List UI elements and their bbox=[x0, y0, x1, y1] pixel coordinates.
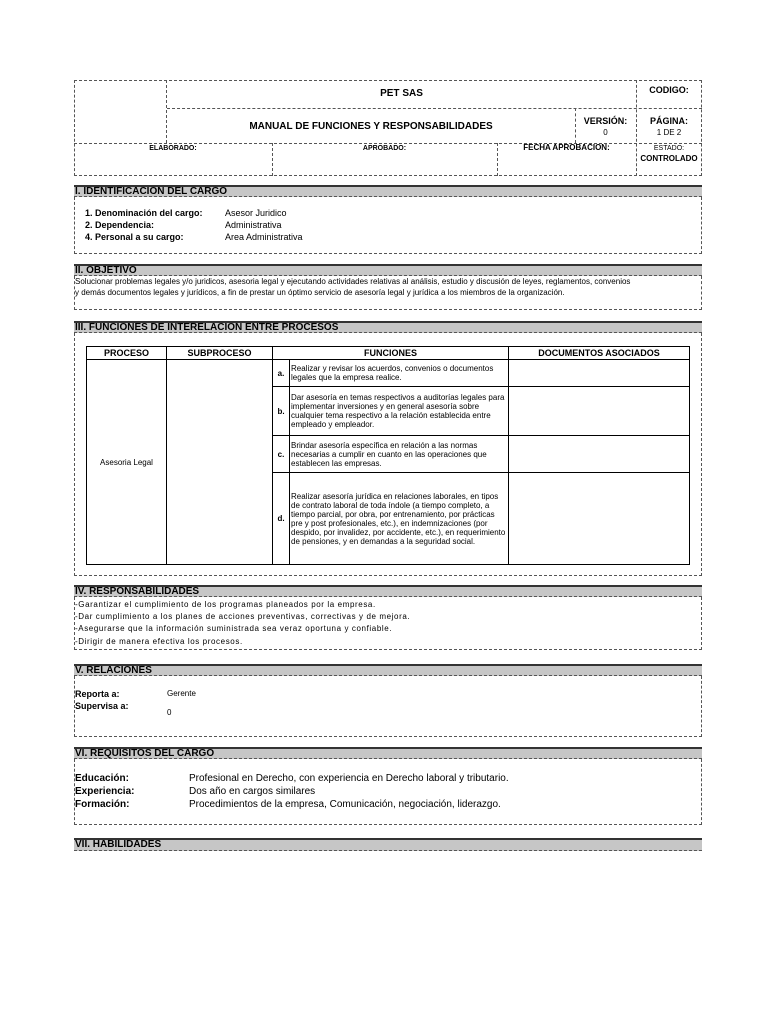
company-name: PET SAS bbox=[380, 88, 423, 99]
supervisa-label: Supervisa a: bbox=[75, 701, 129, 711]
section-relaciones-title: V. RELACIONES bbox=[74, 664, 702, 676]
section-objetivo-title: II. OBJETIVO bbox=[74, 264, 702, 276]
section-habilidades-title: VII. HABILIDADES bbox=[74, 838, 702, 851]
funcion-letter: d. bbox=[273, 473, 290, 565]
personal-label: 4. Personal a su cargo: bbox=[85, 232, 184, 242]
responsabilidad-item: -Garantizar el cumplimiento de los programas planeados por la empresa. bbox=[75, 600, 376, 609]
table-row bbox=[87, 360, 690, 387]
section-relaciones-body bbox=[74, 676, 702, 737]
header-divider-1 bbox=[167, 108, 702, 109]
funcion-letter: c. bbox=[273, 436, 290, 473]
documento-cell bbox=[509, 387, 690, 436]
pagina-label: PÁGINA: bbox=[650, 116, 688, 126]
version-label: VERSIÓN: bbox=[583, 116, 628, 126]
educacion-label: Educación: bbox=[75, 773, 129, 784]
section-funciones-title: III. FUNCIONES DE INTERELACION ENTRE PROCESOS bbox=[74, 321, 702, 333]
supervisa-value: 0 bbox=[167, 708, 172, 717]
funciones-table bbox=[86, 346, 690, 565]
objetivo-line-2: y demás documentos legales y jurídicos, a fin de prestar un óptimo servicio de asesoría legal y jurídica a los miembros de la organización. bbox=[75, 288, 565, 297]
logo-cell bbox=[74, 80, 167, 143]
funcion-text: Brindar asesoría específica en relación a las normas necesarias a cumplir en cuanto en las operaciones que establecen las empresas. bbox=[290, 436, 509, 473]
funcion-text: Realizar asesoría jurídica en relaciones laborales, en tipos de contrato laboral de toda índole (a tiempo completo, a tiempo parcial, por obra, por entrenamiento, por prácticas pre y post profesionales, etc.), en indemnizaciones (por despido, por invalidez, por accidente, etc.), en requerimiento de pensiones, y en demandas a la seguridad social. bbox=[290, 473, 509, 565]
table-header-row bbox=[87, 347, 690, 360]
personal-value: Area Administrativa bbox=[225, 232, 303, 242]
responsabilidad-item: -Dar cumplimiento a los planes de acciones preventivas, correctivas y de mejora. bbox=[75, 612, 411, 621]
fecha-aprobacion-label: FECHA APROBACION: bbox=[523, 143, 610, 152]
documento-cell bbox=[509, 436, 690, 473]
reporta-label: Reporta a: bbox=[75, 689, 120, 699]
section-requisitos-body bbox=[74, 759, 702, 825]
section-requisitos-title: VI. REQUISITOS DEL CARGO bbox=[74, 747, 702, 759]
funcion-letter: a. bbox=[273, 360, 290, 387]
dependencia-value: Administrativa bbox=[225, 220, 282, 230]
estado-label: ESTADO: bbox=[653, 145, 685, 152]
pagina-value: 1 DE 2 bbox=[656, 128, 682, 137]
experiencia-value: Dos año en cargos similares bbox=[189, 786, 316, 797]
formacion-label: Formación: bbox=[75, 799, 130, 810]
estado-value: CONTROLADO bbox=[640, 154, 698, 163]
subproceso-header: SUBPROCESO bbox=[167, 347, 273, 360]
section-identificacion-body bbox=[74, 197, 702, 254]
funciones-header: FUNCIONES bbox=[273, 347, 509, 360]
document-title: MANUAL DE FUNCIONES Y RESPONSABILIDADES bbox=[249, 121, 493, 132]
experiencia-label: Experiencia: bbox=[75, 786, 135, 797]
denominacion-label: 1. Denominación del cargo: bbox=[85, 208, 203, 218]
elaborado-label: ELABORADO: bbox=[149, 145, 197, 152]
documento-cell bbox=[509, 360, 690, 387]
funcion-letter: b. bbox=[273, 387, 290, 436]
proceso-header: PROCESO bbox=[87, 347, 167, 360]
documentos-header: DOCUMENTOS ASOCIADOS bbox=[509, 347, 690, 360]
dependencia-label: 2. Dependencia: bbox=[85, 220, 155, 230]
aprobado-label: APROBADO: bbox=[362, 145, 407, 152]
denominacion-value: Asesor Juridico bbox=[225, 208, 287, 218]
formacion-value: Procedimientos de la empresa, Comunicación, negociación, liderazgo. bbox=[189, 799, 501, 810]
section-identificacion-title: I. IDENTIFICACION DEL CARGO bbox=[74, 185, 702, 197]
objetivo-line-1: Solucionar problemas legales y/o juridicos, asesoria legal y ejecutando actividades relativas al análisis, estudio y discusión de leyes, reglamentos, convenios bbox=[75, 277, 631, 286]
subproceso-cell bbox=[167, 360, 273, 565]
funcion-text: Realizar y revisar los acuerdos, convenios o documentos legales que la empresa realice. bbox=[290, 360, 509, 387]
codigo-label: CODIGO: bbox=[649, 85, 689, 95]
reporta-value: Gerente bbox=[167, 689, 196, 698]
educacion-value: Profesional en Derecho, con experiencia en Derecho laboral y tributario. bbox=[189, 773, 509, 784]
proceso-cell: Asesoria Legal bbox=[87, 360, 167, 565]
section-responsabilidades-title: IV. RESPONSABILIDADES bbox=[74, 585, 702, 597]
version-value: 0 bbox=[603, 128, 608, 137]
responsabilidad-item: -Dirigir de manera efectiva los procesos. bbox=[75, 637, 243, 646]
responsabilidad-item: -Asegurarse que la información suministrada sea veraz oportuna y confiable. bbox=[75, 624, 393, 633]
funcion-text: Dar asesoría en temas respectivos a auditorías legales para implementar inversiones y en general asesoría sobre cualquier tema respectivo a la relación establecida entre empleado y empleador. bbox=[290, 387, 509, 436]
documento-cell bbox=[509, 473, 690, 565]
